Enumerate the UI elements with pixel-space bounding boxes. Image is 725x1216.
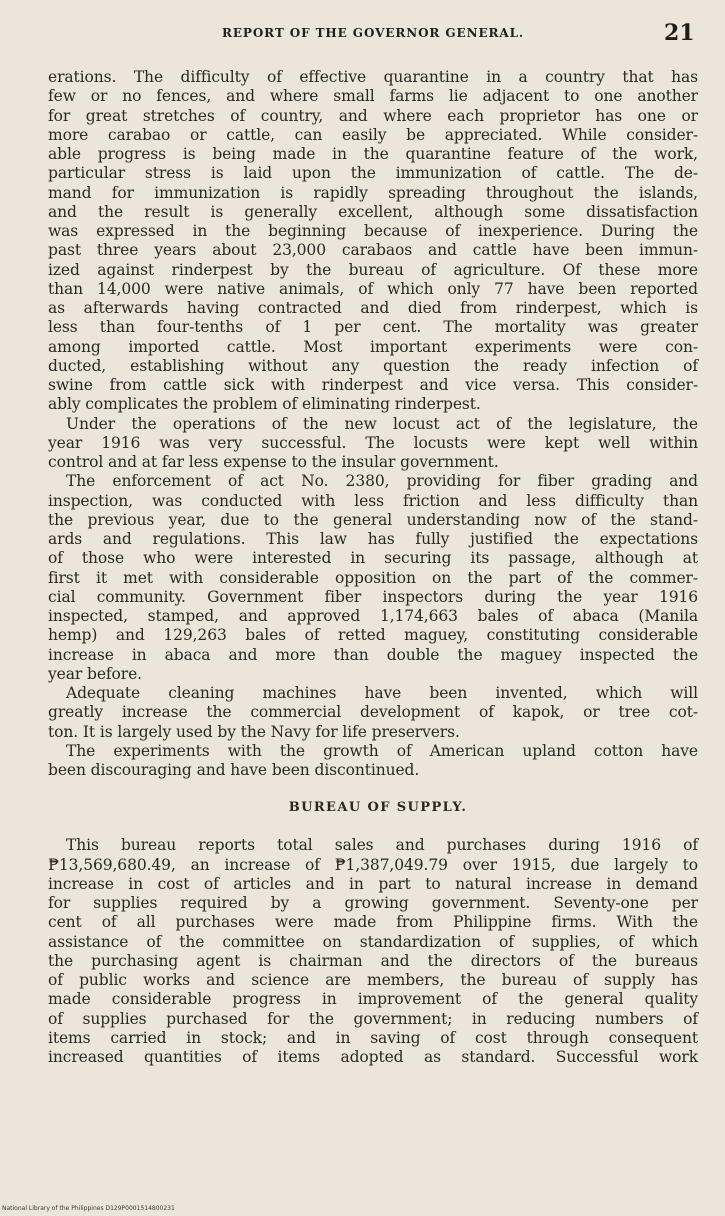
running-head: REPORT OF THE GOVERNOR GENERAL. [221, 26, 524, 40]
paragraph-2-line: control and at far less expense to the insular government. [48, 453, 499, 471]
paragraph-1-line: mand for immunization is rapidly spreading throughout the islands, [48, 183, 698, 202]
supply-paragraph-line: cent of all purchases were made from Philippine firms. With the [48, 913, 698, 932]
paragraph-3-line: first it met with considerable opposition on the part of the commer- [48, 568, 698, 587]
supply-paragraph-line: of public works and science are members, the bureau of supply has [48, 971, 698, 989]
supply-paragraph-line: for supplies required by a growing government. Seventy-one per [48, 894, 698, 912]
paragraph-1-line: few or no fences, and where small farms lie adjacent to one another [48, 87, 698, 106]
body-text [48, 68, 698, 1067]
supply-paragraph-line: increase in cost of articles and in part to natural increase in demand [48, 874, 698, 893]
supply-paragraph-line: This bureau reports total sales and purchases during 1916 of [66, 836, 698, 855]
supply-paragraph-line: the purchasing agent is chairman and the directors of the bureaus [48, 951, 698, 970]
supply-paragraph-line: made considerable progress in improvement of the general quality [48, 990, 698, 1009]
paragraph-1-line: as afterwards having contracted and died from rinderpest, which is [48, 299, 698, 317]
paragraph-3-line: increase in abaca and more than double the maguey inspected the [48, 645, 698, 664]
paragraph-4-line: Adequate cleaning machines have been invented, which will [66, 684, 698, 702]
digitization-footer: National Library of the Philippines D129P0001514800231 [2, 1205, 175, 1212]
paragraph-5-line: The experiments with the growth of American upland cotton have [66, 741, 698, 760]
paragraph-1-line: erations. The difficulty of effective quarantine in a country that has [48, 68, 698, 86]
paragraph-2-line: Under the operations of the new locust act of the legislature, the [66, 414, 698, 433]
paragraph-1-line: ducted, establishing without any question the ready infection of [48, 356, 698, 375]
paragraph-1-line: more carabao or cattle, can easily be appreciated. While consider- [48, 125, 698, 144]
supply-paragraph-line: of supplies purchased for the government; in reducing numbers of [48, 1009, 698, 1028]
paragraph-2-line: year 1916 was very successful. The locusts were kept well within [48, 433, 698, 452]
paragraph-3-line: hemp) and 129,263 bales of retted maguey, constituting considerable [48, 626, 698, 645]
paragraph-4-line: greatly increase the commercial development of kapok, or tree cot- [48, 703, 698, 722]
paragraph-3-line: cial community. Government fiber inspectors during the year 1916 [48, 587, 698, 606]
paragraph-3-line: The enforcement of act No. 2380, providing for fiber grading and [66, 472, 698, 491]
paragraph-3-line: year before. [48, 664, 142, 683]
paragraph-1-line: ized against rinderpest by the bureau of agriculture. Of these more [48, 260, 698, 279]
paragraph-1-line: able progress is being made in the quarantine feature of the work, [48, 145, 698, 163]
supply-paragraph-line: assistance of the committee on standardization of supplies, of which [48, 932, 698, 951]
paragraph-1-line: than 14,000 were native animals, of which only 77 have been reported [48, 279, 698, 298]
section-heading: BUREAU OF SUPPLY. [288, 800, 468, 816]
paragraph-1-line: ably complicates the problem of eliminating rinderpest. [48, 395, 481, 414]
paragraph-1-line: among imported cattle. Most important experiments were con- [48, 337, 698, 356]
paragraph-1-line: swine from cattle sick with rinderpest and vice versa. This consider- [48, 376, 698, 394]
paragraph-5-line: been discouraging and have been discontinued. [48, 761, 420, 779]
paragraph-1-line: particular stress is laid upon the immunization of cattle. The de- [48, 164, 698, 183]
paragraph-1-line: and the result is generally excellent, although some dissatisfaction [48, 202, 698, 221]
supply-paragraph-line: ₱13,569,680.49, an increase of ₱1,387,049.79 over 1915, due largely to [48, 855, 698, 874]
supply-paragraph-line: increased quantities of items adopted as standard. Successful work [48, 1048, 698, 1066]
paragraph-1-line: less than four-tenths of 1 per cent. The mortality was greater [48, 318, 698, 337]
paragraph-3-line: ards and regulations. This law has fully justified the expectations [48, 530, 698, 548]
paragraph-3-line: of those who were interested in securing its passage, although at [48, 549, 698, 568]
paragraph-3-line: the previous year, due to the general understanding now of the stand- [48, 510, 698, 529]
paragraph-3-line: inspected, stamped, and approved 1,174,663 bales of abaca (Manila [48, 607, 698, 625]
paragraph-1-line: was expressed in the beginning because of inexperience. During the [48, 222, 698, 240]
paragraph-1-line: past three years about 23,000 carabaos and cattle have been immun- [48, 241, 698, 260]
paragraph-4-line: ton. It is largely used by the Navy for life preservers. [48, 722, 460, 741]
paragraph-1-line: for great stretches of country, and where each proprietor has one or [48, 106, 698, 125]
supply-paragraph-line: items carried in stock; and in saving of cost through consequent [48, 1028, 698, 1047]
paragraph-3-line: inspection, was conducted with less friction and less difficulty than [48, 491, 698, 510]
page-number: 21 [664, 20, 695, 46]
